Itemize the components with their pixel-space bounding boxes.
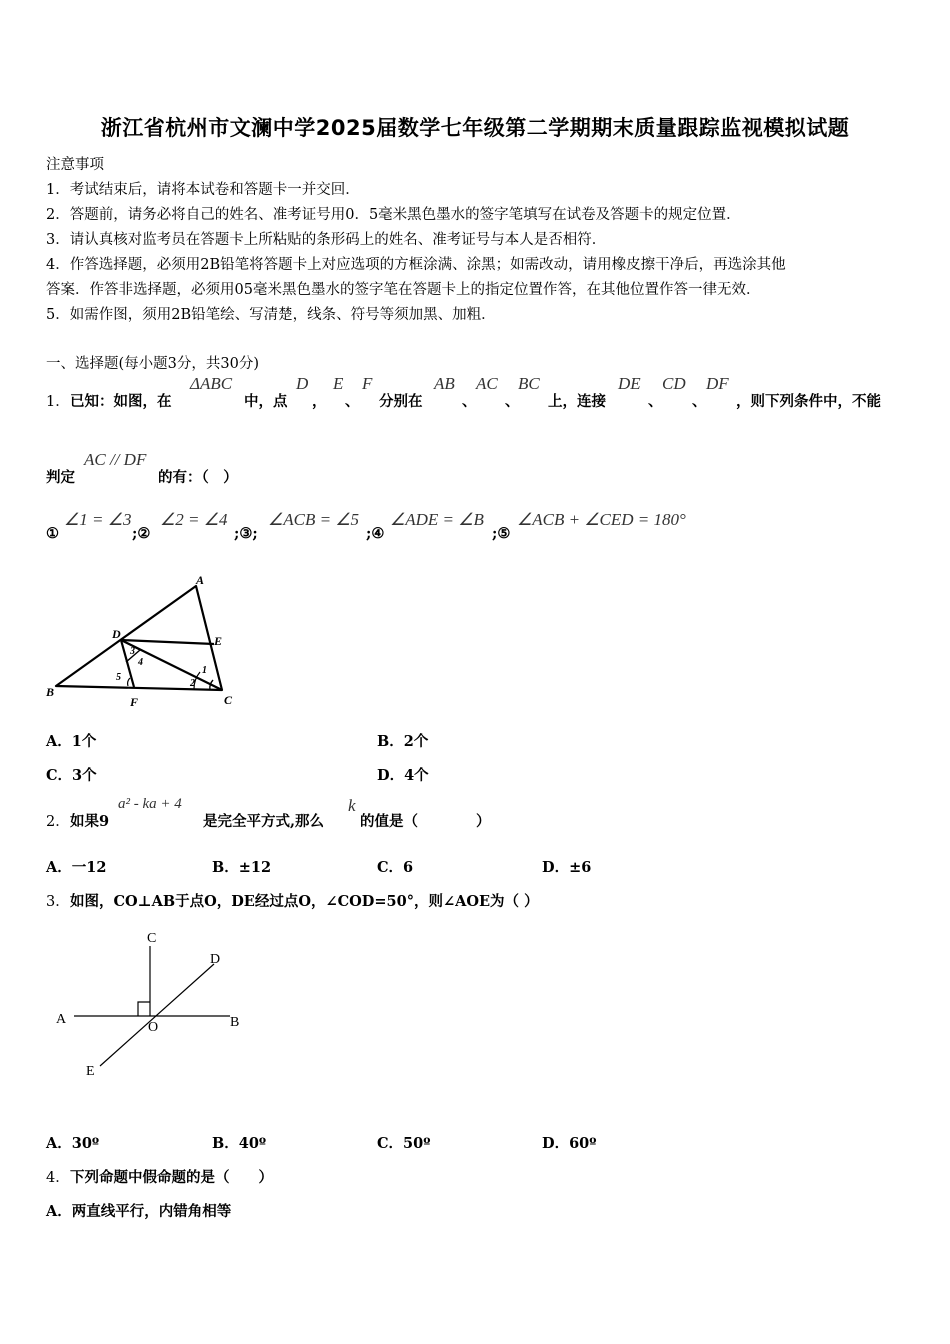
q1-math: ∠ACB = ∠5 <box>268 510 360 529</box>
fig-label-2: 2 <box>190 678 195 689</box>
fig-label-c: C <box>224 693 233 707</box>
q1-math: ∠2 = ∠4 <box>160 510 228 529</box>
q3-text: 如图，CO⊥AB于点O，DE经过点O，∠COD=50°，则∠AOE为（ ） <box>70 893 539 910</box>
q2-text: 是完全平方式,那么 <box>203 813 325 830</box>
q1-option-a[interactable]: A．1个 <box>46 733 97 750</box>
q1-text: 、 <box>648 393 663 410</box>
q1-math: ∠ADE = ∠B <box>390 510 484 529</box>
fig-label-f: F <box>130 695 139 709</box>
q1-text: 、 <box>505 393 520 410</box>
notice-item: 1．考试结束后，请将本试卷和答题卡一并交回． <box>46 182 360 198</box>
q2-text: 的值是（ ） <box>360 813 491 830</box>
q1-math: AB <box>434 374 455 393</box>
q3-option-d[interactable]: D．60º <box>542 1135 597 1152</box>
q1-math: F <box>362 374 373 393</box>
q3-option-c[interactable]: C．50º <box>377 1135 431 1152</box>
q4-text: 下列命题中假命题的是（ ） <box>70 1169 273 1186</box>
fig-label-b: B <box>46 685 55 699</box>
q1-text: ，则下列条件中，不能 <box>736 393 881 410</box>
q1-text: 上，连接 <box>548 393 606 410</box>
q1-conditions: ;③; <box>234 525 258 542</box>
fig-label-4: 4 <box>138 657 143 668</box>
angle-figure <box>50 926 250 1082</box>
q3-option-a[interactable]: A．30º <box>46 1135 100 1152</box>
notice-item: 5．如需作图，须用2B铅笔绘、写清楚，线条、符号等须加黑、加粗． <box>46 307 496 323</box>
q1-text: 、 <box>692 393 707 410</box>
fig-label-5: 5 <box>116 672 121 683</box>
triangle-abc <box>56 586 222 690</box>
q4-option-a[interactable]: A．两直线平行，内错角相等 <box>46 1203 232 1220</box>
fig-label-3: 3 <box>130 646 135 657</box>
segment-de <box>121 640 214 644</box>
q1-math: ∠ACB + ∠CED = 180° <box>517 510 686 529</box>
q1-text: ， <box>312 393 327 410</box>
triangle-figure <box>44 574 240 710</box>
q1-text: 的有：（ ） <box>158 469 238 486</box>
q2-option-d[interactable]: D．±6 <box>542 859 592 876</box>
fig-label-d: D <box>210 952 221 967</box>
notice-heading: 注意事项 <box>46 157 104 173</box>
q1-math: AC <box>476 374 498 393</box>
fig-label-a: A <box>196 574 205 587</box>
q2-option-a[interactable]: A．一12 <box>46 859 107 876</box>
line-de <box>100 964 214 1066</box>
section-heading: 一、选择题(每小题3分，共30分) <box>46 356 259 372</box>
q1-math: E <box>333 374 344 393</box>
question-number: 3． <box>46 894 70 910</box>
q1-math: DE <box>618 374 641 393</box>
notice-item: 3．请认真核对监考员在答题卡上所粘贴的条形码上的姓名、准考证号与本人是否相符． <box>46 232 607 248</box>
question-number: 1． <box>46 394 70 410</box>
right-angle-mark <box>138 1002 150 1016</box>
q1-text: 中，点 <box>244 393 288 410</box>
q3-option-b[interactable]: B．40º <box>212 1135 267 1152</box>
q1-option-d[interactable]: D．4个 <box>377 767 429 784</box>
q1-option-b[interactable]: B．2个 <box>377 733 429 750</box>
fig-label-b: B <box>230 1015 240 1030</box>
question-number: 2． <box>46 814 70 830</box>
q2-math: a² - ka + 4 <box>118 796 182 812</box>
q1-conditions: ;② <box>132 525 151 542</box>
q1-math: DF <box>706 374 729 393</box>
q1-text: 判定 <box>46 469 75 486</box>
q2-text: 如果9 <box>70 813 110 830</box>
q1-conditions: ;⑤ <box>492 525 511 542</box>
q1-conditions: ;④ <box>366 525 385 542</box>
fig-label-e: E <box>86 1064 95 1079</box>
q1-option-c[interactable]: C．3个 <box>46 767 97 784</box>
q1-text: 、 <box>462 393 477 410</box>
q1-text: 已知：如图，在 <box>70 393 172 410</box>
q2-option-c[interactable]: C．6 <box>377 859 414 876</box>
q1-math: D <box>296 374 309 393</box>
q1-math: ΔABC <box>190 374 233 393</box>
q1-math: AC // DF <box>84 450 147 469</box>
q1-math: BC <box>518 374 540 393</box>
fig-label-d: D <box>112 627 121 641</box>
fig-label-e: E <box>214 634 223 648</box>
q1-math: ∠1 = ∠3 <box>64 510 132 529</box>
fig-label-1: 1 <box>202 665 207 676</box>
notice-item: 4．作答选择题，必须用2B铅笔将答题卡上对应选项的方框涂满、涂黑；如需改动，请用橡皮擦干净后，再选涂其他 <box>46 257 786 273</box>
q2-math: k <box>348 796 356 815</box>
fig-label-a: A <box>56 1012 67 1027</box>
page-title: 浙江省杭州市文澜中学2025届数学七年级第二学期期末质量跟踪监视模拟试题 <box>100 116 850 140</box>
q2-option-b[interactable]: B．±12 <box>212 859 272 876</box>
fig-label-c: C <box>147 931 157 946</box>
q1-math: CD <box>662 374 686 393</box>
q1-text: 、 <box>345 393 360 410</box>
notice-item: 2．答题前，请务必将自己的姓名、准考证号用0．5毫米黑色墨水的签字笔填写在试卷及答题卡的规定位置． <box>46 207 741 223</box>
q1-text: 分别在 <box>379 393 423 410</box>
q1-conditions: ① <box>46 525 59 542</box>
fig-label-o: O <box>148 1020 159 1035</box>
question-number: 4． <box>46 1170 70 1186</box>
notice-item: 答案．作答非选择题，必须用05毫米黑色墨水的签字笔在答题卡上的指定位置作答，在其他位置作答一律无效． <box>46 282 761 298</box>
